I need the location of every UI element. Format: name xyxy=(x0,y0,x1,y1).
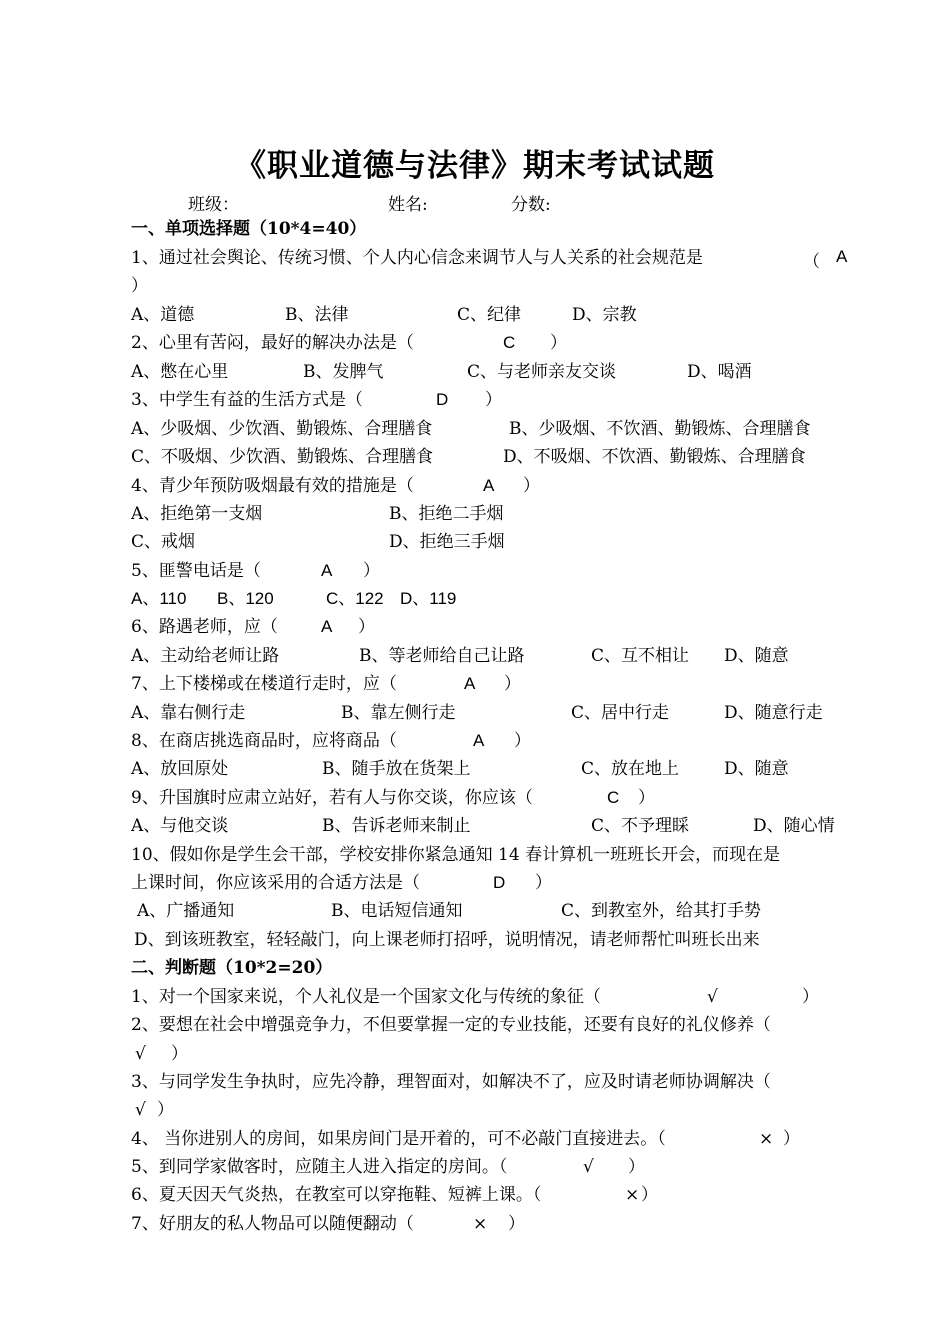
option-b: B、拒绝二手烟 xyxy=(389,504,504,524)
score-label: 分数: xyxy=(511,195,551,215)
option-c: C、与老师亲友交谈 xyxy=(467,362,617,382)
option-b: B、随手放在货架上 xyxy=(322,759,471,779)
option-c: C、互不相让 xyxy=(591,646,690,666)
judgment-1-answer: √ xyxy=(707,987,718,1007)
judgment-3-line1: 3、与同学发生争执时，应先冷静，理智面对，如解决不了，应及时请老师协调解决（ xyxy=(131,1072,771,1092)
judgment-2-line1: 2、要想在社会中增强竞争力，不但要掌握一定的专业技能，还要有良好的礼仪修养（ xyxy=(131,1015,771,1035)
option-a: A、道德 xyxy=(131,305,195,325)
question-9-stem: 9、升国旗时应肃立站好，若有人与你交谈，你应该（ C ） xyxy=(131,788,655,808)
question-5-stem: 5、匪警电话是（ A ） xyxy=(131,561,380,581)
option-c: C、不吸烟、少饮酒、勤锻炼、合理膳食 xyxy=(131,447,434,467)
option-b: B、法律 xyxy=(285,305,349,325)
option-c: C、纪律 xyxy=(457,305,522,325)
judgment-4: 4、 当你进别人的房间，如果房间门是开着的，可不必敲门直接进去。（ × ） xyxy=(131,1129,800,1149)
question-1-paren-open: （ xyxy=(803,252,820,272)
question-3-answer: D xyxy=(436,390,449,409)
option-b: B、少吸烟、不饮酒、勤锻炼、合理膳食 xyxy=(509,419,811,439)
option-c: C、122 xyxy=(326,589,384,608)
question-1-paren-close: ） xyxy=(131,276,148,296)
option-b: B、发脾气 xyxy=(303,362,384,382)
question-10-answer: D xyxy=(493,873,506,892)
option-d: D、宗教 xyxy=(572,305,637,325)
judgment-7-answer: × xyxy=(473,1214,488,1234)
judgment-2-answer: √ xyxy=(135,1044,146,1064)
option-a: A、放回原处 xyxy=(131,759,229,779)
question-2-stem: 2、心里有苦闷，最好的解决办法是（ C ） xyxy=(131,333,567,353)
judgment-5: 5、到同学家做客时，应随主人进入指定的房间。（ √ ） xyxy=(131,1157,645,1177)
question-8-stem: 8、在商店挑选商品时，应将商品（ A ） xyxy=(131,731,531,751)
option-b: B、告诉老师来制止 xyxy=(322,816,471,836)
question-7-answer: A xyxy=(464,674,476,693)
question-9-answer: C xyxy=(607,788,620,807)
option-a: A、广播通知 xyxy=(137,901,235,921)
question-5-answer: A xyxy=(321,561,333,580)
option-d: D、随意 xyxy=(724,646,789,666)
question-4-answer: A xyxy=(483,476,495,495)
class-label: 班级： xyxy=(188,195,239,215)
question-10-stem-line1: 10、假如你是学生会干部，学校安排你紧急通知 14 春计算机一班班长开会，而现在是 xyxy=(131,845,781,865)
option-b: B、等老师给自己让路 xyxy=(359,646,525,666)
option-d: D、拒绝三手烟 xyxy=(389,532,505,552)
question-2-answer: C xyxy=(503,333,516,352)
section-heading-judgment: 二、判断题（10*2=20） xyxy=(131,958,333,978)
option-a: A、110 xyxy=(131,589,187,608)
option-c: C、居中行走 xyxy=(571,703,670,723)
page-title: 《职业道德与法律》期末考试试题 xyxy=(235,148,715,184)
option-d: D、喝酒 xyxy=(687,362,752,382)
option-d: D、随意行走 xyxy=(724,703,823,723)
section-heading-choice: 一、单项选择题（10*4=40） xyxy=(131,219,367,239)
question-7-stem: 7、上下楼梯或在楼道行走时，应（ A ） xyxy=(131,674,521,694)
judgment-3-answer: √ xyxy=(135,1100,146,1120)
option-d: D、随心情 xyxy=(753,816,835,836)
judgment-7: 7、好朋友的私人物品可以随便翻动（ × ） xyxy=(131,1214,525,1234)
option-a: A、憋在心里 xyxy=(131,362,229,382)
name-label: 姓名: xyxy=(388,195,428,215)
question-1-stem: 1、通过社会舆论、传统习惯、个人内心信念来调节人与人关系的社会规范是 xyxy=(131,248,703,268)
judgment-1: 1、对一个国家来说，个人礼仪是一个国家文化与传统的象征（ √ ） xyxy=(131,987,819,1007)
judgment-4-answer: × xyxy=(759,1129,774,1149)
option-b: B、电话短信通知 xyxy=(331,901,463,921)
question-10-stem-line2: 上课时间，你应该采用的合适方法是（ D ） xyxy=(131,873,552,893)
option-b: B、120 xyxy=(217,589,274,608)
option-a: A、靠右侧行走 xyxy=(131,703,246,723)
option-a: A、少吸烟、少饮酒、勤锻炼、合理膳食 xyxy=(131,419,433,439)
judgment-5-answer: √ xyxy=(583,1157,594,1177)
judgment-6-answer: × xyxy=(625,1185,640,1205)
judgment-6: 6、夏天因天气炎热，在教室可以穿拖鞋、短裤上课。（ × ） xyxy=(131,1185,658,1205)
question-6-answer: A xyxy=(321,617,333,636)
exam-page: 《职业道德与法律》期末考试试题 班级： 姓名: 分数: 一、单项选择题（10*4=40） 1、通过社会舆论、传统习惯、个人内心信念来调节人与人关系的社会规范是 （ A ） A、道德 B、法律 C、纪律 D、宗教 2、心里有苦闷，最好的解决办法是（ C ） A、憋在心里 B、发脾气 C、与老师亲友交谈 D、喝酒 3、中学生有益的生活方式是（ D ） A、少吸烟、少饮酒、勤锻炼、合理膳食 B、少吸烟、不饮酒、勤锻炼、合理膳食 C、不吸烟、少饮酒、勤锻炼、合理膳食 D、不吸烟、不饮酒、勤锻炼、合理膳食 4、青少年预防吸烟最有效的措施是（ A ） A、拒绝第一支烟 B、拒绝二手烟 C、戒烟 D、拒绝三手烟 5、匪警电话是（ A ） A、110 B、120 C、122 D、119 6、路遇老师，应（ A ） A、主动给老师让路 B、等老师给自己让路 C、互不相让 D、随意 7、上下楼梯或在楼道行走时，应（ A ） A、靠右侧行走 B、靠左侧行走 C、居中行走 D、随意行走 8、在商店挑选商品时，应将商品（ A ） A、放回原处 B、随手放在货架上 C、放在地上 D、随意 9、升国旗时应肃立站好，若有人与你交谈，你应该（ C ） A、与他交谈 B、告诉老师来制止 C、不予理睬 D、随心情 10、假如你是学生会干部，学校安排你紧急通知 14 春计算机一班班长开会，而现在是 上课时间，你应该采用的合适方法是（ D ） A、广播通知 B、电话短信通知 C、到教室外，给其打手势 D、到该班教室，轻轻敲门，向上课老师打招呼，说明情况，请老师帮忙叫班长出来 二、判断题（10*2=20） 1、对一个国家来说，个人礼仪是一个国家文化与传统的象征（ √ ） 2、要想在社会中增强竞争力，不但要掌握一定的专业技能，还要有良好的礼仪修养（ √ ） 3、与同学发生争执时，应先冷静，理智面对，如解决不了，应及时请老师协调解决（ √ ） 4、 当你进别人的房间，如果房间门是开着的，可不必敲门直接进去。（ × ） 5、到同学家做客时，应随主人进入指定的房间。（ √ ） 6、夏天因天气炎热，在教室可以穿拖鞋、短裤上课。（ × ） 7、好朋友的私人物品可以随便翻动（ × ） xyxy=(0,0,950,1342)
question-6-stem: 6、路遇老师，应（ A ） xyxy=(131,617,375,637)
question-4-stem: 4、青少年预防吸烟最有效的措施是（ A ） xyxy=(131,476,540,496)
question-1-answer: A xyxy=(836,247,848,266)
option-c: C、戒烟 xyxy=(131,532,196,552)
question-8-answer: A xyxy=(473,731,485,750)
option-d: D、119 xyxy=(400,589,457,608)
option-d: D、不吸烟、不饮酒、勤锻炼、合理膳食 xyxy=(503,447,806,467)
question-3-stem: 3、中学生有益的生活方式是（ D ） xyxy=(131,390,502,410)
option-c: C、不予理睬 xyxy=(591,816,690,836)
option-d: D、随意 xyxy=(724,759,789,779)
option-b: B、靠左侧行走 xyxy=(341,703,456,723)
option-a: A、主动给老师让路 xyxy=(131,646,280,666)
option-c: C、放在地上 xyxy=(581,759,680,779)
question-10-option-d: D、到该班教室，轻轻敲门，向上课老师打招呼，说明情况，请老师帮忙叫班长出来 xyxy=(134,930,760,950)
option-a: A、拒绝第一支烟 xyxy=(131,504,263,524)
option-c: C、到教室外，给其打手势 xyxy=(561,901,762,921)
option-a: A、与他交谈 xyxy=(131,816,229,836)
